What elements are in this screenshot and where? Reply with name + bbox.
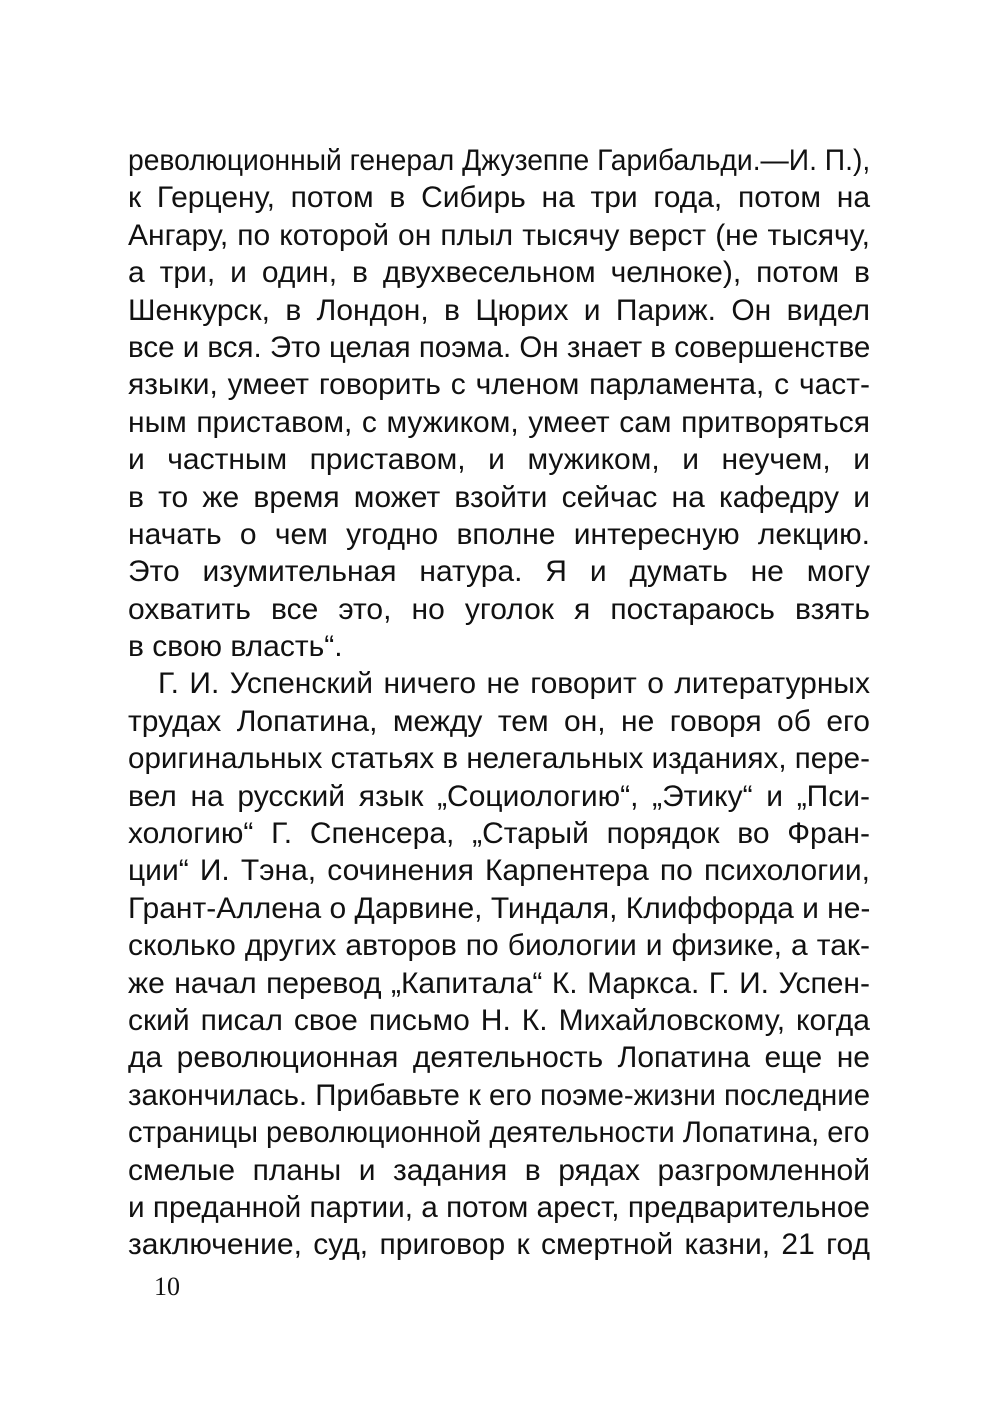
text-line: в свою власть“.	[128, 630, 343, 664]
text-line: и частным приставом, и мужиком, и неучем, и	[128, 443, 870, 477]
text-line: а три, и один, в двухвесельном челноке), потом в	[128, 256, 870, 290]
page-number: 10	[154, 1272, 180, 1301]
text-line: трудах Лопатина, между тем он, не говоря об его	[128, 704, 870, 738]
text-line: Грант-Аллена о Дарвине, Тиндаля, Клиффорда и не-	[128, 891, 871, 925]
text-line: Ангару, по которой он плыл тысячу верст (не тысячу,	[128, 218, 870, 252]
text-line: охватить все это, но уголок я постараюсь взять	[128, 592, 870, 626]
text-line: революционный генерал Джузеппе Гарибальди.—И. П.),	[128, 144, 871, 177]
text-line: ции“ И. Тэна, сочинения Карпентера по психологии,	[128, 854, 870, 888]
text-line: языки, умеет говорить с членом парламента, с част-	[128, 368, 870, 402]
text-line: Это изумительная натура. Я и думать не могу	[128, 555, 870, 589]
text-line: смелые планы и задания в рядах разгромленной	[128, 1153, 870, 1187]
body-text	[128, 142, 870, 1264]
text-line: к Герцену, потом в Сибирь на три года, потом на	[128, 181, 870, 215]
text-line: и преданной партии, а потом арест, предварительное	[128, 1190, 870, 1224]
text-line: все и вся. Это целая поэма. Он знает в совершенстве	[128, 330, 871, 364]
text-line: сколько других авторов по биологии и физике, а так-	[128, 929, 870, 963]
text-line: ский писал свое письмо Н. К. Михайловскому, когда	[128, 1003, 870, 1037]
text-line: закончилась. Прибавьте к его поэме-жизни последние	[128, 1078, 871, 1112]
text-line: хологию“ Г. Спенсера, „Старый порядок во Фран-	[128, 817, 870, 851]
text-line: вел на русский язык „Социологию“, „Этику“ и „Пси-	[128, 779, 870, 813]
text-line: ным приставом, с мужиком, умеет сам притворяться	[128, 405, 870, 439]
text-line: да революционная деятельность Лопатина еще не	[128, 1041, 870, 1075]
paragraph-first-line: Г. И. Успенский ничего не говорит о литературных	[158, 667, 870, 701]
text-line: в то же время может взойти сейчас на кафедру и	[128, 480, 870, 514]
text-line: страницы революционной деятельности Лопатина, его	[128, 1116, 870, 1150]
text-line: оригинальных статьях в нелегальных изданиях, пере-	[128, 742, 870, 776]
text-line: же начал перевод „Капитала“ К. Маркса. Г. И. Успен-	[128, 966, 870, 1000]
text-line: начать о чем угодно вполне интересную лекцию.	[128, 517, 870, 551]
text-line: Шенкурск, в Лондон, в Цюрих и Париж. Он видел	[128, 293, 870, 327]
text-line: заключение, суд, приговор к смертной казни, 21 год	[128, 1228, 870, 1262]
